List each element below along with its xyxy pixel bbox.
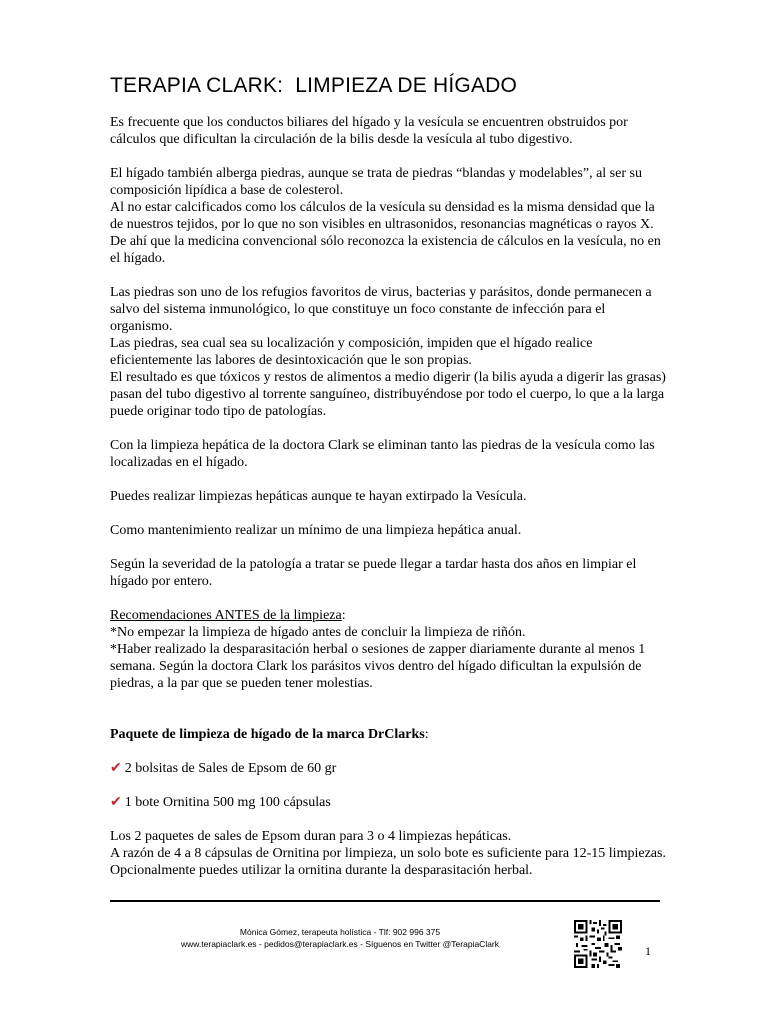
package-item-label: 1 bote Ornitina 500 mg 100 cápsulas xyxy=(124,795,331,810)
check-mark-icon: ✔ xyxy=(110,761,122,776)
package-heading-text: Paquete de limpieza de hígado de la marca DrClarks xyxy=(110,727,425,742)
paragraph: Según la severidad de la patología a tratar se puede llegar a tardar hasta dos años en limpiar el hígado por entero. xyxy=(110,557,637,589)
recommendations-heading-text: Recomendaciones ANTES de la limpieza xyxy=(110,608,342,623)
package-note: A razón de 4 a 8 cápsulas de Ornitina por limpieza, un solo bote es suficiente para 12-15 limpiezas. xyxy=(110,846,666,861)
package-heading xyxy=(110,726,670,743)
paragraph: Puedes realizar limpiezas hepáticas aunque te hayan extirpado la Vesícula. xyxy=(110,489,527,504)
paragraph: El hígado también alberga piedras, aunque se trata de piedras “blandas y modelables”, al ser su composición lipídica a base de colesterol. xyxy=(110,166,642,198)
paragraph: Las piedras, sea cual sea su localización y composición, impiden que el hígado realice eficientemente las labores de desintoxicación que le son propias. xyxy=(110,336,593,368)
paragraph: Con la limpieza hepática de la doctora Clark se eliminan tanto las piedras de la vesícula como las localizadas en el hígado. xyxy=(110,438,655,470)
qr-code-icon xyxy=(574,920,622,968)
package-item xyxy=(110,794,670,811)
footer-links: www.terapiaclark.es - pedidos@terapiaclark.es - Síguenos en Twitter @TerapiaClark xyxy=(180,939,500,949)
document-body xyxy=(110,114,670,879)
page-number: 1 xyxy=(645,944,651,958)
package-item xyxy=(110,760,670,777)
recommendations-colon: : xyxy=(341,608,346,623)
package-note: Opcionalmente puedes utilizar la ornitina durante la desparasitación herbal. xyxy=(110,863,533,878)
package-item-label: 2 bolsitas de Sales de Epsom de 60 gr xyxy=(124,761,337,776)
package-colon: : xyxy=(424,727,429,742)
recommendation-item: *No empezar la limpieza de hígado antes de concluir la limpieza de riñón. xyxy=(110,625,526,640)
footer-contact: Mónica Gómez, terapeuta holística - Tlf: 902 996 375 xyxy=(239,927,441,937)
check-mark-icon: ✔ xyxy=(110,795,122,810)
footer-divider xyxy=(110,900,660,902)
footer xyxy=(120,926,560,950)
package-note: Los 2 paquetes de sales de Epsom duran para 3 o 4 limpiezas hepáticas. xyxy=(110,829,512,844)
recommendation-item: *Haber realizado la desparasitación herbal o sesiones de zapper diariamente durante al menos 1 semana. Según la doctora Clark los parásitos vivos dentro del hígado dificultan la expulsión de piedras, a la par que se pueden tener molestias. xyxy=(110,642,646,691)
paragraph: Al no estar calcificados como los cálculos de la vesícula su densidad es la misma densidad que la de nuestros tejidos, por lo que no son visibles en ultrasonidos, resonancias magnéticas o rayos X. De ahí que la medicina convencional sólo reconozca la existencia de cálculos en la vesícula, no en el hígado. xyxy=(110,200,661,266)
page-title: TERAPIA CLARK: LIMPIEZA DE HÍGADO xyxy=(110,74,518,97)
recommendations-heading xyxy=(110,607,670,624)
paragraph: Como mantenimiento realizar un mínimo de una limpieza hepática anual. xyxy=(110,523,522,538)
paragraph: El resultado es que tóxicos y restos de alimentos a medio digerir (la bilis ayuda a digerir las grasas) pasan del tubo digestivo al torrente sanguíneo, distribuyéndose por todo el cuerpo, lo que a la larga puede originar todo tipo de patologías. xyxy=(110,370,666,419)
paragraph: Las piedras son uno de los refugios favoritos de virus, bacterias y parásitos, donde permanecen a salvo del sistema inmunológico, lo que constituye un foco constante de infección para el organismo. xyxy=(110,285,652,334)
paragraph: Es frecuente que los conductos biliares del hígado y la vesícula se encuentren obstruidos por cálculos que dificultan la circulación de la bilis desde la vesícula al tubo digestivo. xyxy=(110,115,628,147)
